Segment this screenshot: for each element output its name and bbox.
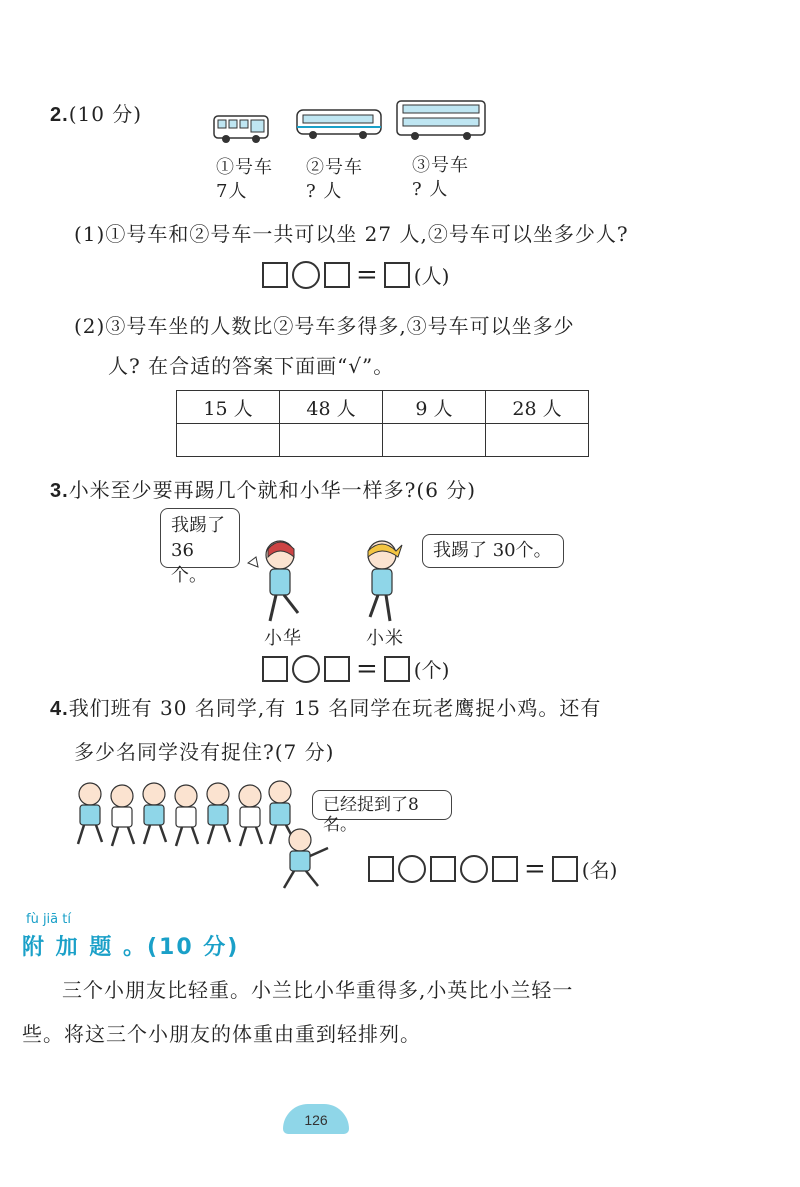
bus-1-count: 7人 bbox=[216, 181, 248, 202]
answer-box[interactable] bbox=[368, 856, 394, 882]
extra-pinyin: fù jiā tí bbox=[26, 912, 71, 927]
q4-unit: (名) bbox=[581, 858, 618, 882]
speech-bubble-q4: 已经捉到了8名。 bbox=[312, 790, 452, 820]
q4-equation bbox=[368, 854, 617, 883]
answer-box[interactable] bbox=[324, 262, 350, 288]
answer-box[interactable] bbox=[430, 856, 456, 882]
q2-score: (10 分) bbox=[68, 102, 143, 126]
q3-header bbox=[50, 474, 476, 503]
equals-sign: = bbox=[356, 653, 378, 684]
answer-box[interactable] bbox=[324, 656, 350, 682]
girl-kicking-illustration bbox=[240, 535, 310, 630]
q2-unit: (人) bbox=[413, 264, 450, 288]
result-box[interactable] bbox=[384, 262, 410, 288]
bus-1-label: ①号车 bbox=[216, 157, 273, 178]
speech-bubble-left bbox=[160, 508, 240, 586]
q3-unit: (个) bbox=[413, 658, 450, 682]
bus-1-caption bbox=[216, 156, 273, 204]
q2-header bbox=[50, 98, 142, 127]
operator-circle[interactable] bbox=[460, 855, 488, 883]
equals-sign: = bbox=[524, 853, 546, 884]
operator-circle[interactable] bbox=[398, 855, 426, 883]
extra-line2: 些。将这三个小朋友的体重由重到轻排列。 bbox=[22, 1022, 421, 1046]
q2-part2-line1: (2)③号车坐的人数比②号车多得多,③号车可以坐多少 bbox=[74, 314, 575, 338]
name-xiaomi: 小米 bbox=[366, 628, 404, 649]
q3-equation bbox=[262, 654, 449, 683]
result-box[interactable] bbox=[552, 856, 578, 882]
bus-3-label: ③号车 bbox=[412, 155, 469, 176]
catcher-child-illustration bbox=[272, 826, 336, 892]
check-cell[interactable] bbox=[280, 424, 383, 457]
bus-2-count: ? 人 bbox=[306, 181, 343, 202]
bubble-left-line1: 我踢了 bbox=[171, 515, 225, 536]
equals-sign: = bbox=[356, 259, 378, 290]
bus-2-icon bbox=[295, 106, 383, 142]
bubble-left-line2: 36个。 bbox=[171, 540, 207, 586]
option-cell: 15 人 bbox=[177, 391, 280, 424]
bus-3-icon bbox=[395, 98, 487, 142]
operator-circle[interactable] bbox=[292, 655, 320, 683]
options-row bbox=[177, 391, 589, 424]
q4-line2: 多少名同学没有捉住?(7 分) bbox=[74, 740, 335, 764]
option-cell: 9 人 bbox=[383, 391, 486, 424]
q3-number: 3. bbox=[50, 480, 69, 502]
extra-title: 附 加 题 。(10 分) bbox=[22, 935, 240, 960]
speech-bubble-right: 我踢了 30个。 bbox=[422, 534, 564, 568]
result-box[interactable] bbox=[384, 656, 410, 682]
q4-line1-wrap bbox=[50, 692, 601, 721]
q2-part1: (1)①号车和②号车一共可以坐 27 人,②号车可以坐多少人? bbox=[74, 222, 629, 246]
answer-box[interactable] bbox=[262, 262, 288, 288]
q4-number: 4. bbox=[50, 698, 69, 720]
bus-2-label: ②号车 bbox=[306, 157, 363, 178]
girl-smiling-illustration bbox=[352, 535, 422, 630]
check-cell[interactable] bbox=[383, 424, 486, 457]
answer-box[interactable] bbox=[262, 656, 288, 682]
name-xiaohua: 小华 bbox=[264, 628, 302, 649]
q2-part1-equation bbox=[262, 260, 449, 289]
answer-box[interactable] bbox=[492, 856, 518, 882]
check-cell[interactable] bbox=[486, 424, 589, 457]
check-cell[interactable] bbox=[177, 424, 280, 457]
check-row bbox=[177, 424, 589, 457]
q4-line1: 我们班有 30 名同学,有 15 名同学在玩老鹰捉小鸡。还有 bbox=[68, 696, 602, 720]
bus-2-caption bbox=[306, 156, 363, 204]
page-number: 126 bbox=[283, 1104, 349, 1134]
children-chain-illustration bbox=[72, 778, 302, 850]
q2-part2-line2: 人? 在合适的答案下面画“√”。 bbox=[108, 354, 395, 378]
q2-number: 2. bbox=[50, 104, 69, 126]
operator-circle[interactable] bbox=[292, 261, 320, 289]
option-cell: 28 人 bbox=[486, 391, 589, 424]
extra-line1: 三个小朋友比轻重。小兰比小华重得多,小英比小兰轻一 bbox=[62, 978, 574, 1002]
bus-3-caption bbox=[412, 154, 469, 202]
q3-text: 小米至少要再踢几个就和小华一样多?(6 分) bbox=[68, 478, 477, 502]
q2-options-table bbox=[176, 390, 589, 457]
option-cell: 48 人 bbox=[280, 391, 383, 424]
bus-3-count: ? 人 bbox=[412, 179, 449, 200]
bus-1-icon bbox=[212, 112, 270, 146]
